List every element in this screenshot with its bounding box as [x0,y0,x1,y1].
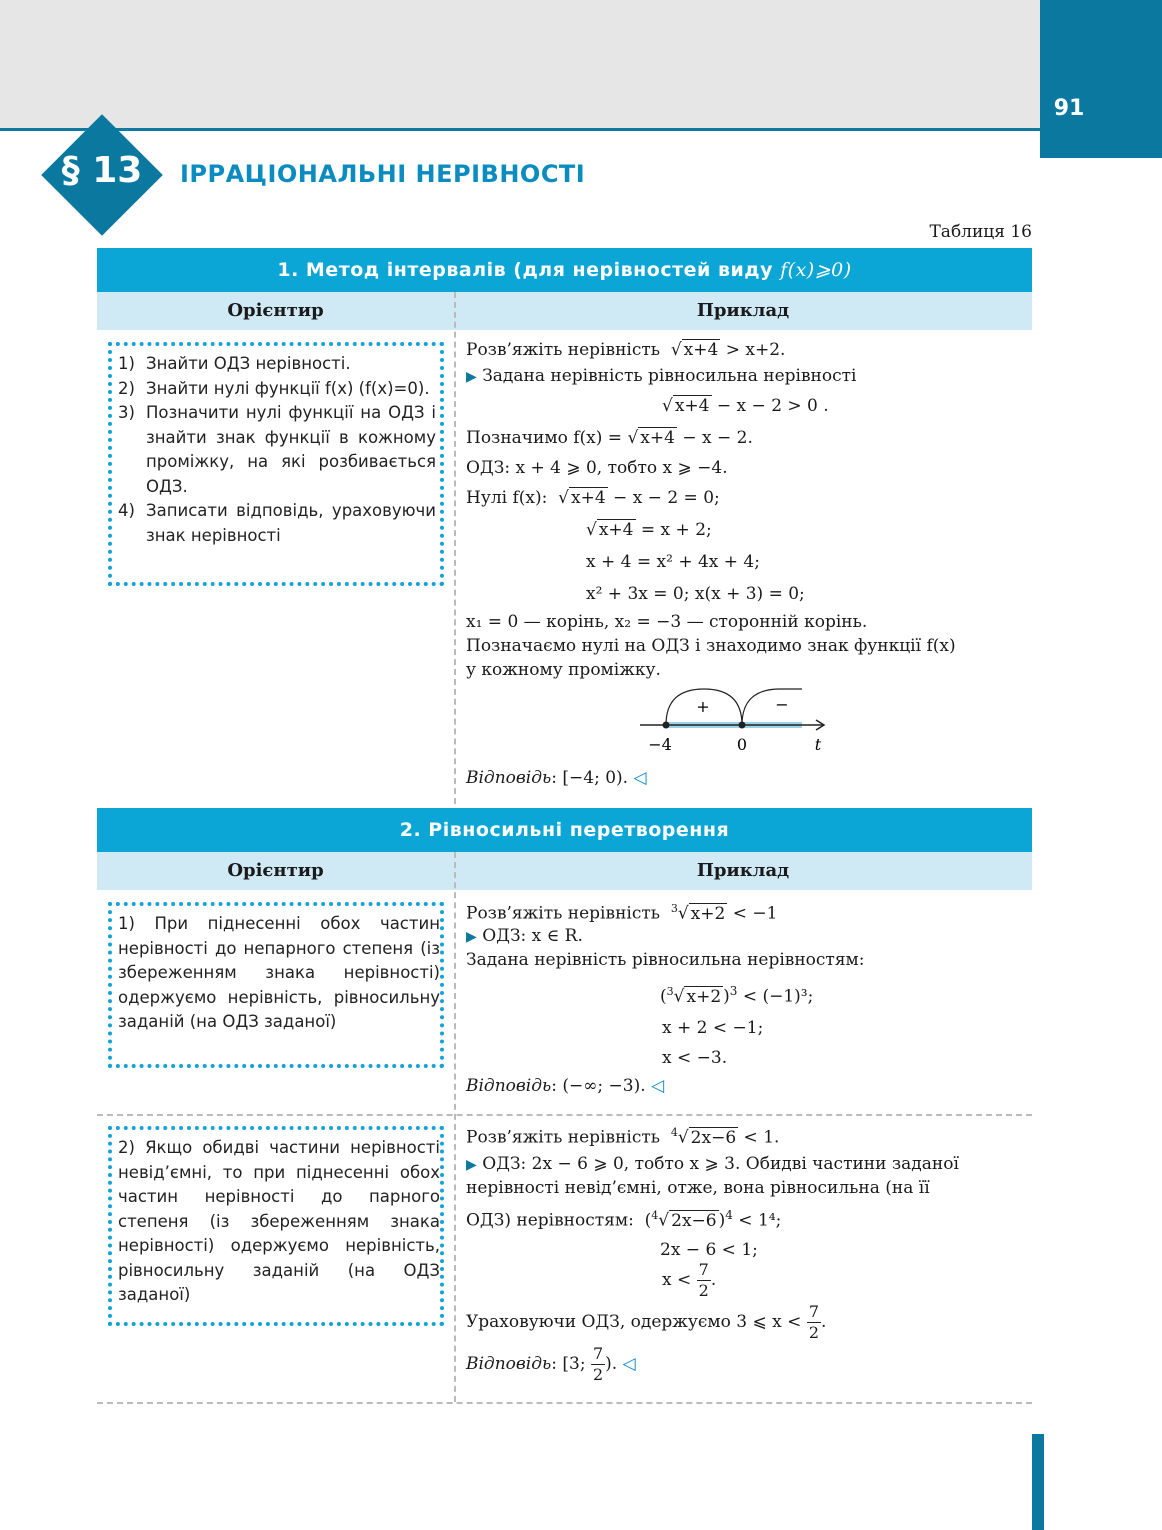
ex3-line7: Ураховуючи ОДЗ, одержуємо 3 ⩽ x < $\frac{7}{2}$ . [466,1302,827,1342]
col-right-header-2: Приклад [696,860,790,881]
tick-minus4: −4 [648,735,672,754]
col-right-header: Приклад [696,300,790,321]
section1-guide: 1) Знайти ОДЗ нерівності. 2) Знайти нулі функції f(x) (f(x)=0). 3) Позначити нулі функції на ОДЗ і знайти знак функції в кожному проміжку, на які розбивається ОДЗ. 4) Записати відповідь, ураховуючи знак нерівності [108,342,444,586]
ex1-line8: x + 4 = x² + 4x + 4; [586,552,760,572]
ex1-line1: Розв’яжіть нерівність √ x+4 > x+2. [466,340,786,360]
plus-sign: + [696,697,710,716]
section2-title: 2. Рівносильні перетворення [97,808,1032,852]
triangle-icon: ▶ [466,929,477,945]
ex3-line2: ▶ ОДЗ: 2x − 6 ⩾ 0, тобто x ⩾ 3. Обидві частини заданої [466,1154,959,1174]
end-mark-icon: ◁ [633,768,647,788]
ex3-line4: ОДЗ) нерівностям: ($^4$√ 2x−6 )$^4$ < 1⁴; [466,1208,782,1231]
col-left-header: Орієнтир [227,300,324,321]
page-tab [1040,0,1162,158]
chapter-title: ІРРАЦІОНАЛЬНІ НЕРІВНОСТІ [180,160,586,188]
ex1-line10: x₁ = 0 — корінь, x₂ = −3 — сторонній корінь. [466,612,868,632]
header-band [0,0,1040,128]
ex2-line2: ▶ ОДЗ: x ∈ R. [466,926,583,946]
section2-subhead [97,852,1032,890]
sign-diagram [620,682,840,758]
ex1-line3: √ x+4 − x − 2 > 0 . [662,396,829,416]
ex3-line6: x < $\frac{7}{2}$ . [662,1260,717,1300]
end-mark-icon: ◁ [651,1076,665,1096]
fraction-7-2b: $\frac{7}{2}$ [808,1302,819,1342]
ex2-answer: Відповідь: (−∞; −3). ◁ [466,1076,665,1096]
point-zero [739,722,746,729]
ex1-line6: Нулі f(x): √ x+4 − x − 2 = 0; [466,488,720,508]
ex2-line3: Задана нерівність рівносильна нерівностям: [466,950,865,970]
page-side-marker [1032,1434,1044,1530]
row-separator [97,1114,1032,1116]
ex1-line5: ОДЗ: x + 4 ⩾ 0, тобто x ⩾ −4. [466,458,728,478]
col-left-header-2: Орієнтир [227,860,324,881]
arc-right [742,689,802,725]
section1-title-text: 1. Метод інтервалів (для нерівностей виду [277,259,774,281]
paragraph-number: § 13 [61,150,143,191]
ex2-line1: Розв’яжіть нерівність $^3$√ x+2 < −1 [466,902,778,924]
ex3-line3: нерівності невід’ємні, отже, вона рівносильна (на її [466,1178,930,1198]
fraction-7-2: $\frac{7}{2}$ [698,1260,709,1300]
column-divider-2 [454,852,456,1402]
ex2-line6: x < −3. [662,1048,728,1068]
minus-sign: − [775,695,789,714]
section2-guide1: 1) При піднесенні обох частин нерівності до непарного степеня (із збереженням знака нерівності) одержуємо нерівність, рівносильну заданій (на ОДЗ заданої) [108,902,444,1068]
ex3-line1: Розв’яжіть нерівність $^4$√ 2x−6 < 1. [466,1126,780,1148]
table-label: Таблиця 16 [929,222,1032,242]
triangle-icon: ▶ [466,369,477,385]
section1-title-expr: f(x)⩾0) [780,259,852,281]
end-mark-icon: ◁ [622,1354,636,1374]
ex1-line4: Позначимо f(x) = √ x+4 − x − 2. [466,428,753,448]
ex1-line2: ▶ Задана нерівність рівносильна нерівності [466,366,857,386]
fraction-answer: $\frac{7}{2}$ [592,1344,604,1384]
ex1-answer: Відповідь: [−4; 0). ◁ [466,768,647,788]
column-divider [454,292,456,804]
section2-guide2: 2) Якщо обидві частини нерівності невід’ємні, то при піднесенні обох частин нерівності до парного степеня (із збереженням знака нерівності) одержуємо нерівність, рівносильну заданій (на ОДЗ заданої) [108,1126,444,1326]
point-minus4 [663,722,670,729]
tick-zero: 0 [736,735,748,754]
ex1-line7: √ x+4 = x + 2; [586,520,712,540]
ex3-answer: Відповідь: [3; $\frac{7}{2}$ ). ◁ [466,1344,636,1384]
ex1-line9: x² + 3x = 0; x(x + 3) = 0; [586,584,805,604]
header-rule [0,128,1040,131]
axis-label-t: t [814,735,822,754]
section1-title [97,248,1032,292]
page-number: 91 [1053,96,1085,121]
ex2-line4: ($^3$√ x+2 )$^3$ < (−1)³; [660,984,814,1007]
ex2-line5: x + 2 < −1; [662,1018,764,1038]
ex1-line12: у кожному проміжку. [466,660,661,680]
ex3-line5: 2x − 6 < 1; [660,1240,758,1260]
triangle-icon: ▶ [466,1157,477,1173]
table-bottom-rule [97,1402,1032,1404]
ex1-line11: Позначаємо нулі на ОДЗ і знаходимо знак функції f(x) [466,636,956,656]
section1-subhead [97,292,1032,330]
